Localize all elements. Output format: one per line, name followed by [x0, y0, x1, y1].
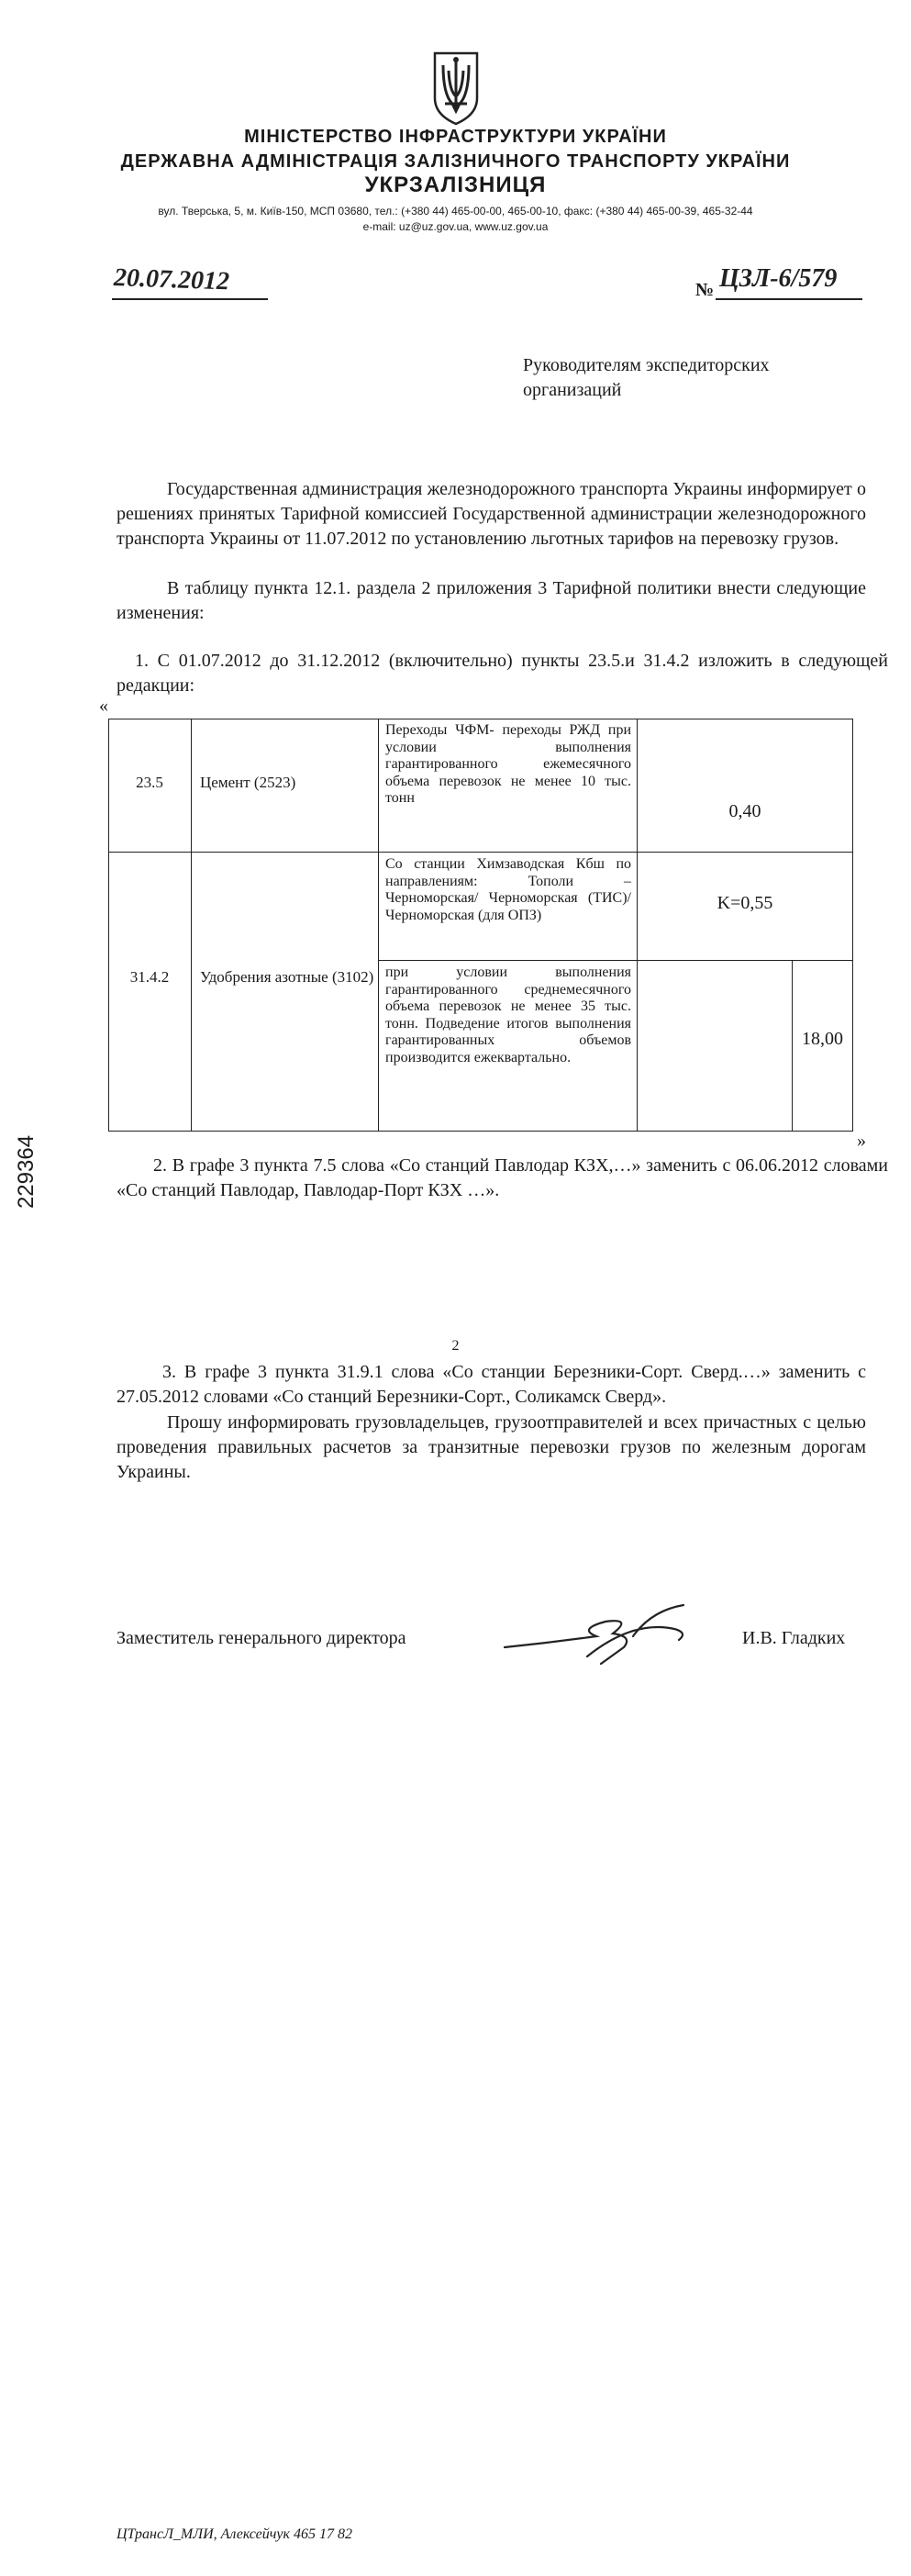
row-31-4-2-cargo: Удобрения азотные (3102) — [200, 968, 374, 986]
tariff-table — [108, 719, 853, 1132]
request-paragraph: Прошу информировать грузовладельцев, грузоотправителей и всех причастных с целью проведения правильных расчетов за транзитные перевозки грузов по железным дорогам Украины. — [117, 1412, 866, 1482]
item-2-paragraph: 2. В графе 3 пункта 7.5 слова «Со станций Павлодар КЗХ,…» заменить с 06.06.2012 словами «Со станций Павлодар, Павлодар-Порт КЗХ …». — [117, 1155, 888, 1200]
addressee-line-2: организаций — [523, 380, 622, 400]
quote-open: « — [99, 696, 108, 716]
org-address: вул. Тверська, 5, м. Київ-150, МСП 03680, тел.: (+380 44) 465-00-00, 465-00-10, факс: (+380 44) 465-00-39, 465-32-44 — [158, 205, 753, 217]
row-31-4-2-value-a: K=0,55 — [717, 893, 773, 913]
row-23-5-cargo: Цемент (2523) — [200, 774, 296, 791]
signatory-name: И.В. Гладких — [742, 1628, 846, 1648]
row-23-5-condition: Переходы ЧФМ- переходы РЖД при условии выполнения гарантированного ежемесячного объема перевозок не менее 10 тыс. тонн — [385, 722, 631, 806]
row-31-4-2-number: 31.4.2 — [129, 968, 170, 986]
item-1-paragraph: 1. С 01.07.2012 до 31.12.2012 (включительно) пункты 23.5.и 31.4.2 изложить в следующей редакции: — [117, 651, 888, 696]
document-number-prefix: № — [695, 280, 715, 300]
signatory-position: Заместитель генерального директора — [117, 1628, 406, 1648]
row-31-4-2-condition-b: при условии выполнения гарантированного среднемесячного объема перевозок не менее 35 тыс. тонн. Подведение итогов выполнения гарантированных объемов производится ежеквартально. — [385, 965, 631, 1065]
row-31-4-2-condition-a: Со станции Химзаводская Кбш по направлениям: Тополи – Черноморская/ Черноморская (ТИС)/ Черноморская (для ОПЗ) — [385, 856, 631, 923]
quote-close: » — [857, 1131, 866, 1151]
document-number: ЦЗЛ-6/579 — [719, 264, 838, 293]
side-registration-number: 229364 — [14, 1134, 39, 1210]
administration-title: ДЕРЖАВНА АДМІНІСТРАЦІЯ ЗАЛІЗНИЧНОГО ТРАНСПОРТУ УКРАЇНИ — [120, 151, 791, 172]
row-23-5-value: 0,40 — [728, 801, 761, 821]
signature-image — [495, 1592, 706, 1675]
org-title: УКРЗАЛІЗНИЦЯ — [364, 173, 547, 197]
addressee-line-1: Руководителям экспедиторских — [523, 355, 770, 375]
table-change-paragraph: В таблицу пункта 12.1. раздела 2 приложения 3 Тарифной политики внести следующие изменения: — [117, 578, 866, 623]
number-underline — [716, 298, 862, 300]
ministry-title: МІНІСТЕРСТВО ІНФРАСТРУКТУРИ УКРАЇНИ — [244, 127, 667, 147]
addressee — [523, 353, 770, 403]
document-date: 20.07.2012 — [113, 263, 230, 296]
item-3-paragraph: 3. В графе 3 пункта 31.9.1 слова «Со станции Березники-Сорт. Сверд.…» заменить с 27.05.2012 словами «Со станций Березники-Сорт., Соликамск Сверд». — [117, 1362, 866, 1407]
row-31-4-2-value-b: 18,00 — [802, 1029, 843, 1049]
org-email: e-mail: uz@uz.gov.ua, www.uz.gov.ua — [362, 220, 549, 233]
page-number: 2 — [451, 1338, 460, 1354]
date-underline — [112, 298, 268, 300]
executor-footer: ЦТрансЛ_МЛИ, Алексейчук 465 17 82 — [117, 2526, 352, 2542]
trident-emblem — [432, 50, 480, 126]
intro-paragraph: Государственная администрация железнодорожного транспорта Украины информирует о решениях принятых Тарифной комиссией Государственной администрации железнодорожного транспорта Украины от 11.07.2012 по установлению льготных тарифов на перевозку грузов. — [117, 479, 866, 549]
row-23-5-number: 23.5 — [136, 774, 163, 791]
